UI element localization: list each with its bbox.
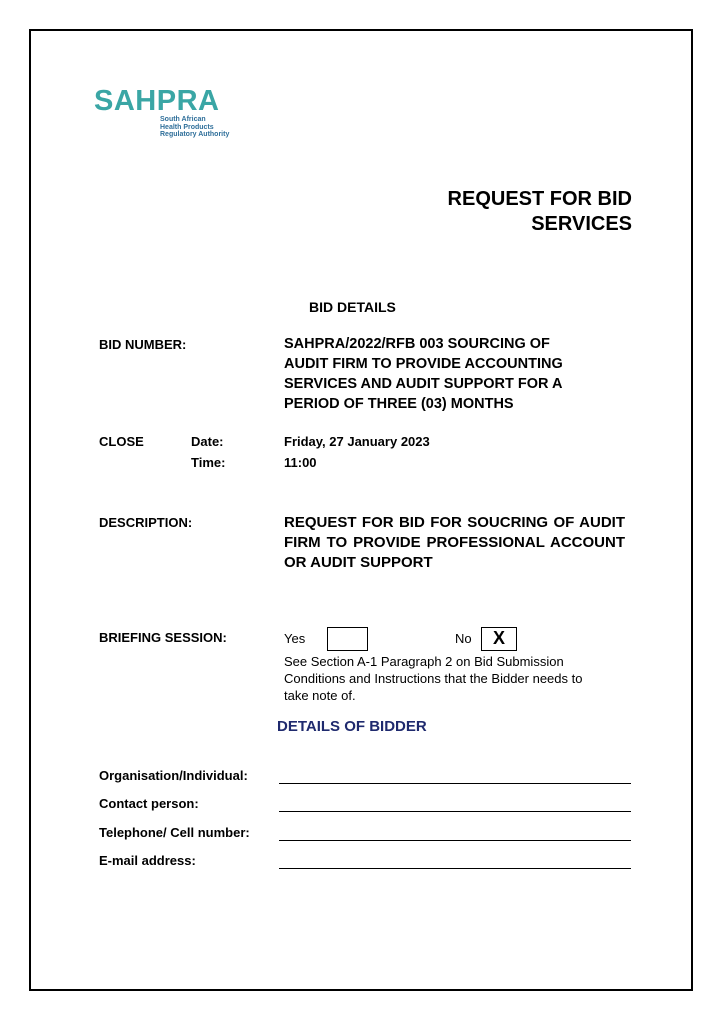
- telephone-field[interactable]: [279, 840, 631, 841]
- telephone-label: Telephone/ Cell number:: [99, 825, 250, 840]
- organisation-label: Organisation/Individual:: [99, 768, 248, 783]
- email-field[interactable]: [279, 868, 631, 869]
- bid-number-label: BID NUMBER:: [99, 337, 187, 352]
- document-title: [448, 187, 632, 237]
- bid-number-line: PERIOD OF THREE (03) MONTHS: [284, 396, 514, 412]
- description-value: REQUEST FOR BID FOR SOUCRING OF AUDIT FIRM TO PROVIDE PROFESSIONAL ACCOUNT OR AUDIT SUPPORT: [284, 514, 625, 571]
- briefing-note: [284, 653, 629, 704]
- title-line-2: SERVICES: [531, 213, 632, 235]
- bid-number-line: SAHPRA/2022/RFB 003 SOURCING OF: [284, 336, 550, 352]
- date-label: Date:: [191, 434, 224, 449]
- title-line-1: REQUEST FOR BID: [447, 188, 632, 210]
- bid-number-line: SERVICES AND AUDIT SUPPORT FOR A: [284, 376, 563, 392]
- contact-person-label: Contact person:: [99, 796, 199, 811]
- organisation-field[interactable]: [279, 783, 631, 784]
- logo-line: South African: [160, 116, 206, 123]
- time-label: Time:: [191, 455, 226, 470]
- close-label: CLOSE: [99, 434, 144, 449]
- no-label: No: [455, 631, 472, 646]
- briefing-note-line: See Section A-1 Paragraph 2 on Bid Submission: [284, 654, 564, 669]
- bid-details-heading: BID DETAILS: [309, 299, 396, 315]
- logo-line: Regulatory Authority: [160, 131, 230, 138]
- details-of-bidder-heading: DETAILS OF BIDDER: [277, 718, 427, 735]
- no-checkbox[interactable]: X: [481, 627, 517, 651]
- yes-checkbox[interactable]: [327, 627, 368, 651]
- bid-number-line: AUDIT FIRM TO PROVIDE ACCOUNTING: [284, 356, 563, 372]
- page-border: [29, 29, 693, 991]
- logo-wordmark: SAHPRA: [94, 85, 220, 117]
- yes-label: Yes: [284, 631, 306, 646]
- briefing-note-line: take note of.: [284, 688, 356, 703]
- briefing-note-line: Conditions and Instructions that the Bidder needs to: [284, 671, 583, 686]
- time-value: 11:00: [284, 455, 317, 470]
- date-value: Friday, 27 January 2023: [284, 434, 430, 449]
- contact-person-field[interactable]: [279, 811, 631, 812]
- sahpra-logo: [94, 86, 254, 142]
- logo-subtitle: [160, 116, 229, 139]
- bid-number-value: [284, 334, 563, 414]
- description-label: DESCRIPTION:: [99, 515, 193, 530]
- briefing-session-label: BRIEFING SESSION:: [99, 630, 227, 645]
- email-label: E-mail address:: [99, 853, 196, 868]
- logo-line: Health Products: [160, 123, 214, 131]
